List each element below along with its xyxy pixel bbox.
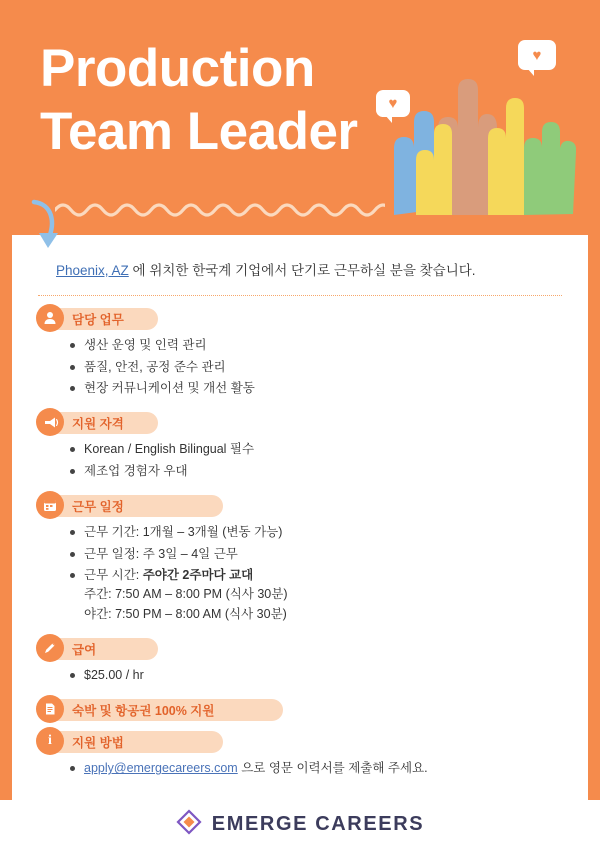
list-item: 품질, 안전, 공정 준수 관리 xyxy=(84,358,562,377)
page-title xyxy=(40,38,600,163)
list-item xyxy=(84,566,562,624)
list-item: 근무 일정: 주 3일 – 4일 근무 xyxy=(84,545,562,564)
list-item: $25.00 / hr xyxy=(84,666,562,685)
wavy-divider-svg xyxy=(55,198,385,218)
heart-icon: ♥ xyxy=(388,95,398,112)
pill-label: 숙박 및 항공권 100% 지원 xyxy=(72,704,215,719)
person-icon-svg xyxy=(42,310,58,326)
list-item: 근무 기간: 1개월 – 3개월 (변동 가능) xyxy=(84,523,562,542)
pill-qualifications xyxy=(38,412,158,434)
pill-label: 근무 일정 xyxy=(72,500,124,515)
pencil-icon-svg xyxy=(42,640,58,656)
shift-label: 근무 시간: xyxy=(84,567,143,582)
section-heading-apply xyxy=(38,731,562,753)
list-item: Korean / English Bilingual 필수 xyxy=(84,440,562,459)
title-line-2: Team Leader xyxy=(40,101,358,161)
document-icon xyxy=(36,695,64,723)
section-heading-qualifications xyxy=(38,412,562,434)
list-duties xyxy=(38,336,562,398)
list-apply xyxy=(38,759,562,778)
info-glyph: i xyxy=(48,733,52,749)
calendar-icon xyxy=(36,491,64,519)
section-heading-duties xyxy=(38,308,562,330)
diamond-logo-icon xyxy=(176,809,202,840)
pill-benefits xyxy=(38,699,283,721)
apply-email-link[interactable]: apply@emergecareers.com xyxy=(84,761,238,776)
poster-footer xyxy=(0,800,600,849)
diamond-logo-svg xyxy=(176,809,202,835)
pill-label: 담당 업무 xyxy=(72,313,124,328)
section-heading-schedule xyxy=(38,495,562,517)
list-schedule xyxy=(38,523,562,624)
list-item: 제조업 경험자 우대 xyxy=(84,462,562,481)
apply-email-rest: 으로 영문 이력서를 제출해 주세요. xyxy=(237,761,428,776)
section-heading-benefits xyxy=(38,699,562,721)
shift-night: 야간: 7:50 PM – 8:00 AM (식사 30분) xyxy=(84,606,287,621)
list-item: 생산 운영 및 인력 관리 xyxy=(84,336,562,355)
brand-logo xyxy=(176,809,424,840)
curved-arrow-svg xyxy=(22,196,82,266)
person-icon xyxy=(36,304,64,332)
pill-label: 지원 방법 xyxy=(72,736,124,751)
pill-schedule xyxy=(38,495,223,517)
list-item: 현장 커뮤니케이션 및 개선 활동 xyxy=(84,379,562,398)
brand-logo-text: EMERGE CAREERS xyxy=(211,813,425,835)
location-link[interactable]: Phoenix, AZ xyxy=(56,263,129,278)
shift-bold: 주야간 2주마다 교대 xyxy=(142,567,254,582)
pill-duties xyxy=(38,308,158,330)
list-pay xyxy=(38,666,562,685)
dotted-divider xyxy=(38,295,562,296)
pencil-icon xyxy=(36,634,64,662)
heart-icon: ♥ xyxy=(532,46,542,64)
section-heading-pay xyxy=(38,638,562,660)
poster-header xyxy=(0,0,600,232)
calendar-icon-svg xyxy=(42,497,58,513)
megaphone-icon xyxy=(36,408,64,436)
wavy-divider xyxy=(55,198,385,218)
list-qualifications xyxy=(38,440,562,481)
curved-arrow-icon xyxy=(22,196,82,266)
title-line-1: Production xyxy=(40,39,315,98)
pill-label: 지원 자격 xyxy=(72,417,124,432)
info-icon xyxy=(36,727,64,755)
poster-body xyxy=(12,235,588,800)
pill-pay xyxy=(38,638,158,660)
list-item xyxy=(84,759,562,778)
megaphone-icon-svg xyxy=(42,414,59,431)
pill-label: 급여 xyxy=(72,643,97,657)
pill-apply xyxy=(38,731,223,753)
shift-day: 주간: 7:50 AM – 8:00 PM (식사 30분) xyxy=(84,587,288,602)
intro-text xyxy=(56,261,562,281)
document-icon-svg xyxy=(42,701,58,717)
intro-rest: 에 위치한 한국계 기업에서 단기로 근무하실 분을 찾습니다. xyxy=(128,263,476,278)
